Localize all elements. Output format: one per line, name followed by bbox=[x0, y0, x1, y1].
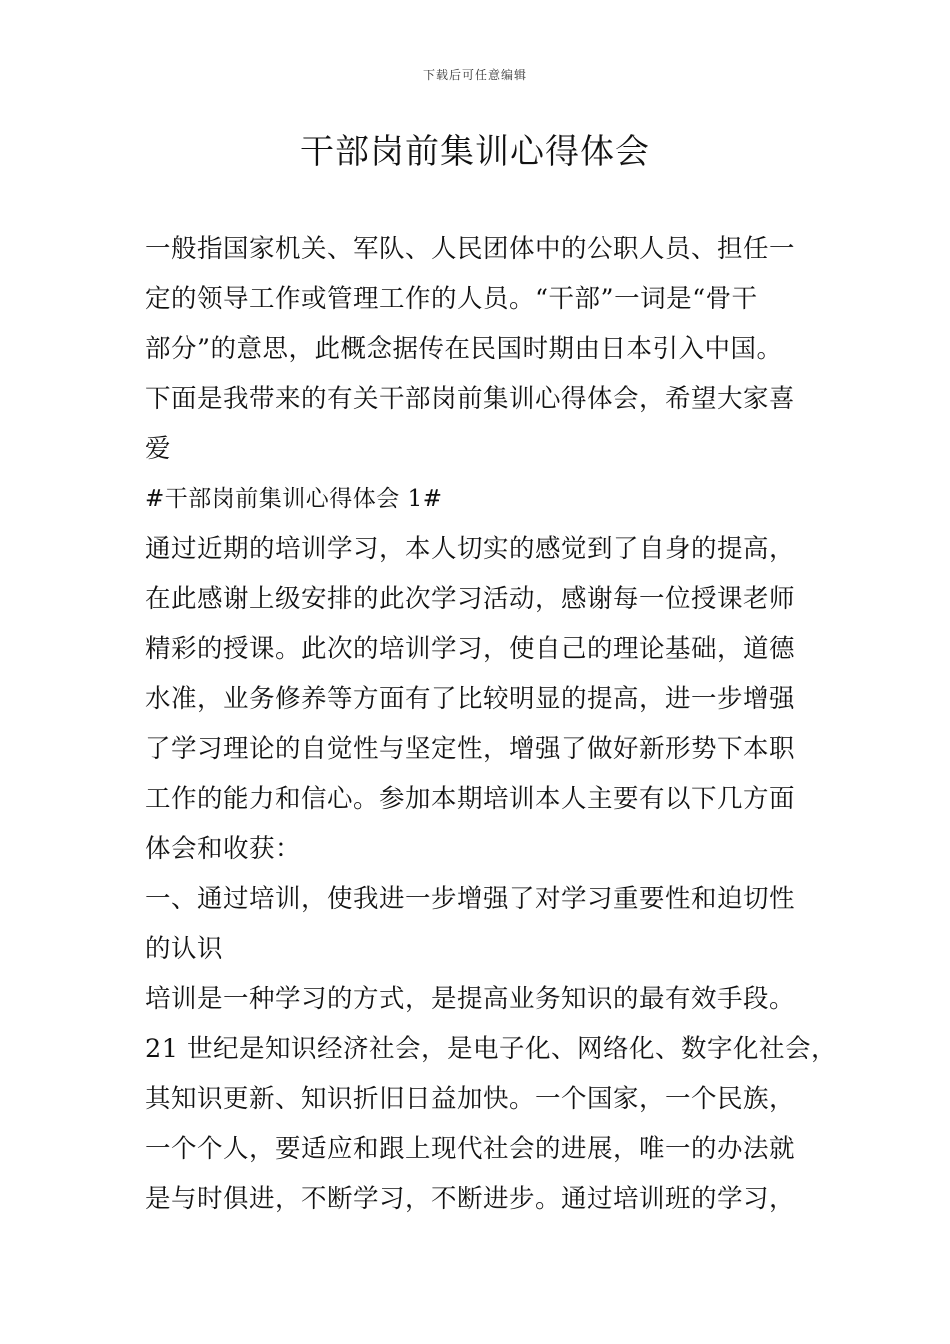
body-line: 体会和收获： bbox=[145, 834, 302, 864]
body-line: 定的领导工作或管理工作的人员。“干部”一词是“骨干 bbox=[145, 284, 758, 314]
body-line: 一、通过培训，使我进一步增强了对学习重要性和迫切性 bbox=[145, 884, 796, 914]
header-note: 下载后可任意编辑 bbox=[422, 68, 527, 82]
body-line: 爱 bbox=[145, 434, 172, 464]
body-line: 精彩的授课。此次的培训学习，使自己的理论基础，道德 bbox=[145, 634, 796, 664]
body-line: 工作的能力和信心。参加本期培训本人主要有以下几方面 bbox=[145, 784, 796, 814]
body-line: 在此感谢上级安排的此次学习活动，感谢每一位授课老师 bbox=[145, 584, 796, 614]
body-line: 的认识 bbox=[145, 934, 224, 964]
body-line: 21 世纪是知识经济社会，是电子化、网络化、数字化社会， bbox=[145, 1034, 838, 1064]
body-line: 培训是一种学习的方式，是提高业务知识的最有效手段。 bbox=[145, 984, 796, 1014]
document-body bbox=[145, 224, 838, 1224]
body-line: 通过近期的培训学习，本人切实的感觉到了自身的提高， bbox=[145, 534, 796, 564]
body-line: 下面是我带来的有关干部岗前集训心得体会，希望大家喜 bbox=[145, 384, 796, 414]
body-line: 是与时俱进，不断学习，不断进步。通过培训班的学习， bbox=[145, 1184, 796, 1214]
section-heading: #干部岗前集训心得体会 1# bbox=[145, 486, 443, 512]
body-line: 一个个人，要适应和跟上现代社会的进展，唯一的办法就 bbox=[145, 1134, 796, 1164]
body-line: 部分”的意思，此概念据传在民国时期由日本引入中国。 bbox=[145, 334, 783, 364]
body-line: 一般指国家机关、军队、人民团体中的公职人员、担任一 bbox=[145, 234, 796, 264]
body-line: 其知识更新、知识折旧日益加快。一个国家，一个民族， bbox=[145, 1084, 796, 1114]
document-title: 干部岗前集训心得体会 bbox=[300, 132, 650, 172]
body-line: 水准，业务修养等方面有了比较明显的提高，进一步增强 bbox=[145, 684, 796, 714]
body-line: 了学习理论的自觉性与坚定性，增强了做好新形势下本职 bbox=[145, 734, 796, 764]
